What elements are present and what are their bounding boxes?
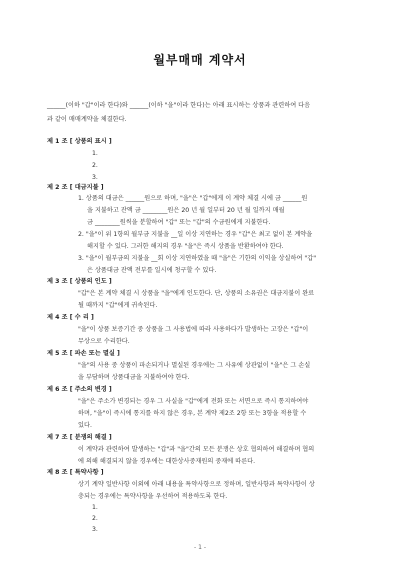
article-1-item: 2. bbox=[92, 162, 98, 169]
article-8-item: 1. bbox=[92, 504, 98, 511]
article-8-heading: 제 8 조 [ 특약사항 ] bbox=[47, 469, 104, 476]
article-1-item: 1. bbox=[92, 150, 98, 157]
article-2-para-3: 은 상품대금 잔액 전부를 일시에 청구할 수 있다. bbox=[87, 267, 217, 274]
article-6-text: 하며, "을"이 즉시에 통지를 하지 않은 경우, 본 계약 제2조 2항 또는 3항을 적용할 수 bbox=[78, 410, 307, 417]
article-2-para-2: 해지할 수 있다. 그러한 해지의 경우 "을"은 즉시 상품을 반환하여야 한다. bbox=[87, 243, 284, 250]
article-6-text: 있다. bbox=[78, 422, 92, 429]
article-2-para-2: 2. "을"이 위 1항의 월부금 지불을 __일 이상 지연하는 경우 "갑"은 최고 없이 본 계약을 bbox=[78, 231, 313, 238]
intro-line-1: ______(이하 "갑"이라 한다)와 ______(이하 "을"이라 한다)는 아래 표시하는 상품과 관련하여 다음 bbox=[47, 102, 311, 109]
article-4-text: 무상으로 수리한다. bbox=[78, 338, 130, 345]
article-5-text: "을"의 사용 중 상품이 파손되거나 멸실된 경우에는 그 사유에 상관없이 "을"은 그 손실 bbox=[78, 362, 311, 369]
article-1-heading: 제 1 조 [ 상품의 표시 ] bbox=[47, 138, 112, 145]
intro-line-2: 과 같이 매매계약을 체결한다. bbox=[47, 116, 127, 123]
article-2-heading: 제 2 조 [ 대금지불 ] bbox=[47, 184, 104, 191]
article-7-text: 이 계약과 관련하여 발생하는 "갑"과 "을"간의 모든 분쟁은 상호 협의하여 해결하며 협의 bbox=[78, 446, 315, 453]
article-5-text: 을 부담하며 상품대금을 지불하여야 한다. bbox=[78, 374, 190, 381]
article-3-heading: 제 3 조 [ 상품의 인도 ] bbox=[47, 278, 112, 285]
article-2-para-1: 을 지불하고 잔액 금 ________원은 20 년 월 일부터 20 년 월 일까지 매월 bbox=[87, 207, 285, 214]
article-2-para-1: 금 ________원씩을 분할하여 "갑" 또는 "갑"의 수금원에게 지불한다. bbox=[87, 219, 271, 226]
article-8-text: 상기 계약 일반사항 이외에 아래 내용을 특약사항으로 정하며, 일반사항과 특약사항이 상 bbox=[78, 481, 315, 488]
article-3-text: "갑"은 본 계약 체결 시 상품을 "을"에게 인도한다. 단, 상품의 소유권은 대금지불이 완료 bbox=[78, 290, 315, 297]
article-7-heading: 제 7 조 [ 분쟁의 해결 ] bbox=[47, 434, 112, 441]
page-number: - 1 - bbox=[194, 544, 206, 551]
article-7-text: 에 의해 해결되지 않을 경우에는 대한상사중재원의 중재에 따른다. bbox=[78, 458, 256, 465]
article-2-para-3: 3. "을"이 월부금의 지불을 __회 이상 지연하였을 때 "을"은 기한의 이익을 상실하여 "갑" bbox=[78, 255, 317, 262]
article-4-text: "을"이 상품 보증기간 중 상품을 그 사용법에 따라 사용하다가 발생하는 고장은 "갑"이 bbox=[78, 326, 309, 333]
article-8-item: 3. bbox=[92, 526, 98, 533]
article-8-item: 2. bbox=[92, 515, 98, 522]
article-3-text: 될 때까지 "갑"에게 귀속된다. bbox=[78, 302, 158, 309]
article-5-heading: 제 5 조 [ 파손 또는 멸실 ] bbox=[47, 350, 120, 357]
article-6-heading: 제 6 조 [ 주소의 변경 ] bbox=[47, 386, 112, 393]
article-1-item: 3. bbox=[92, 174, 98, 181]
article-2-para-1: 1. 상품의 대금은 ______원으로 하며, "을"은 "갑"에게 이 계약 체결 시에 금 ______원 bbox=[78, 195, 308, 202]
document-title: 월부매매 계약서 bbox=[153, 53, 247, 67]
article-6-text: "을"은 주소가 변경되는 경우 그 사실을 "갑"에게 전화 또는 서면으로 즉시 통지하여야 bbox=[78, 398, 309, 405]
article-8-text: 충되는 경우에는 특약사항을 우선하여 적용하도록 한다. bbox=[78, 493, 228, 500]
article-4-heading: 제 4 조 [ 수 리 ] bbox=[47, 314, 94, 321]
